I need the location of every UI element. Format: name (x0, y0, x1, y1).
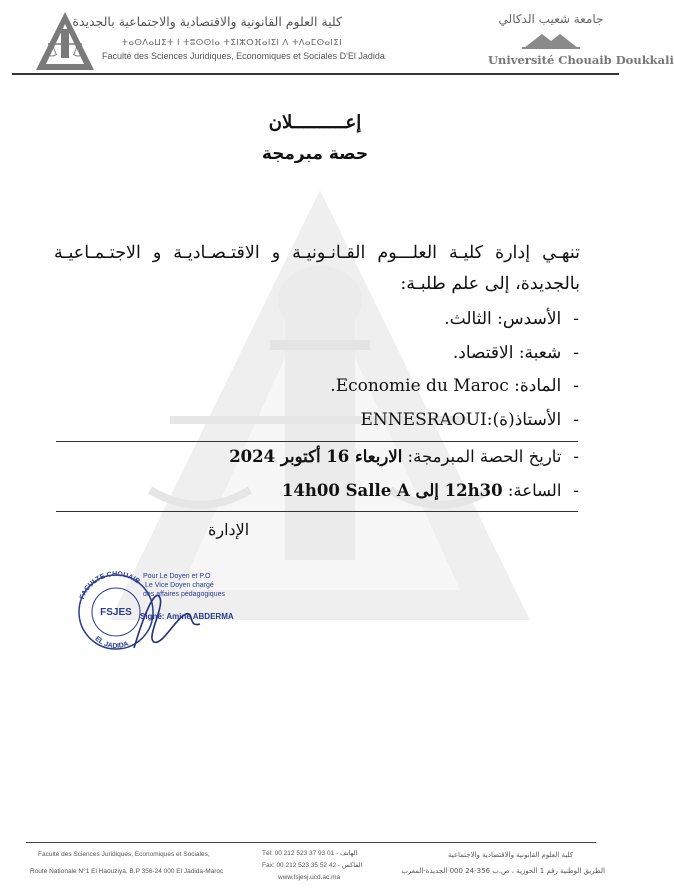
signature-scribble (134, 595, 200, 648)
item-value: الاقتصاد. (452, 343, 514, 363)
faculty-name-french: Faculté des Sciences Juridiques, Economiques et Sociales D'El Jadida (102, 51, 385, 61)
announcement-subtitle: حصة مبرمجة (261, 144, 369, 164)
stamp-badge: FSJES (100, 607, 132, 618)
list-item-semester: -الأسدس: الثالث. (444, 309, 579, 329)
stamp-signer-name: Signé: Amine ABDERMA (140, 612, 234, 621)
item-label: الأستاذ(ة): (486, 410, 562, 430)
signatory-label: الإدارة (208, 520, 250, 539)
footer-address-fr-line2: Route Nationale N°1 El Haouziya, B.P 356-24 000 El Jadida-Maroc (30, 868, 224, 875)
footer-address-ar-line2: الطريق الوطنية رقم 1 الحوزية ، ص.ب 356-24 000 الجديدة-المغرب (401, 867, 605, 875)
university-logo-icon (522, 30, 580, 50)
faculty-name-arabic: كلية العلوم القانونية والاقتصادية والاجتماعية بالجديدة (72, 14, 342, 29)
item-label: شعبة: (518, 343, 562, 363)
date-value: الاربعاء 16 أكتوبر 2024 (229, 447, 403, 466)
header-divider (12, 73, 619, 75)
item-label: المادة: (514, 376, 562, 396)
date-label: تاريخ الحصة المبرمجة: (407, 447, 562, 466)
list-item-major: -شعبة: الاقتصاد. (452, 343, 579, 363)
list-item-session-time: -الساعة: 12h30 إلى 14h00 Salle A (281, 481, 579, 500)
item-value: Economie du Maroc. (330, 376, 509, 396)
footer-address-ar-line1: كلية العلوم القانونية والاقتصادية والاجتماعية (447, 851, 573, 859)
list-item-subject: -المادة: Economie du Maroc. (330, 376, 579, 396)
stamp-ring-bottom: EL JADIDA (93, 635, 130, 651)
time-value: 12h30 إلى 14h00 Salle A (281, 481, 503, 500)
svg-text:FACULTE CHOUAIB (79, 571, 141, 600)
svg-text:EL JADIDA (93, 635, 129, 650)
footer-address-fr-line1: Faculté des Sciences Juridiques, Economiques et Sociales, (38, 851, 210, 858)
stamp-ring-top: FACULTE CHOUAIB (78, 570, 141, 601)
stamp-line-2: Le Vice Doyen chargé (145, 582, 214, 589)
stamp-line-3: des affaires pédagogiques (143, 591, 225, 598)
footer-phone: Tél: 00 212 523 37 93 01 - الهاتف (262, 850, 358, 857)
item-value: ENNESRAOUI (360, 410, 487, 430)
stamp-line-1: Pour Le Doyen et P.O (143, 573, 211, 580)
list-item-professor: -الأستاذ(ة):ENNESRAOUI (360, 410, 579, 430)
footer-website: www.fsjesj.ucd.ac.ma (278, 874, 341, 881)
announcement-title: إعــــــــــلان (268, 112, 362, 133)
divider-line (56, 511, 578, 512)
intro-paragraph: تنهـي إدارة كليـة العلـــوم القـانـونيـة و الاقتـصـاديـة و الاجتـمـاعيـة بالجديدة، إلى علم طلبـة: (54, 243, 580, 294)
item-value: الثالث. (444, 309, 492, 329)
university-name-arabic: جامعة شعيب الدكالي (498, 12, 604, 26)
faculty-name-tifinagh: ⵜⴰⵙⴷⴰⵡⵉⵜ ⵏ ⵜⵓⵙⵙⵏⴰ ⵜⵉⵏⵣⵔⴼⴰⵏⵉⵏ ⴷ ⵜⴷⴰⵎⵙⴰⵏⵉⵏ (121, 38, 342, 48)
footer-divider (26, 842, 596, 843)
footer-fax: Fax: 00 212 523 35 52 42 - الفاكس (262, 862, 363, 869)
university-name-french: Université Chouaib Doukkali (488, 53, 674, 67)
list-item-session-date: -تاريخ الحصة المبرمجة: الاربعاء 16 أكتوبر 2024 (229, 447, 579, 466)
divider-line (56, 441, 578, 442)
time-label: الساعة: (507, 481, 562, 500)
item-label: الأسدس: (497, 309, 562, 329)
